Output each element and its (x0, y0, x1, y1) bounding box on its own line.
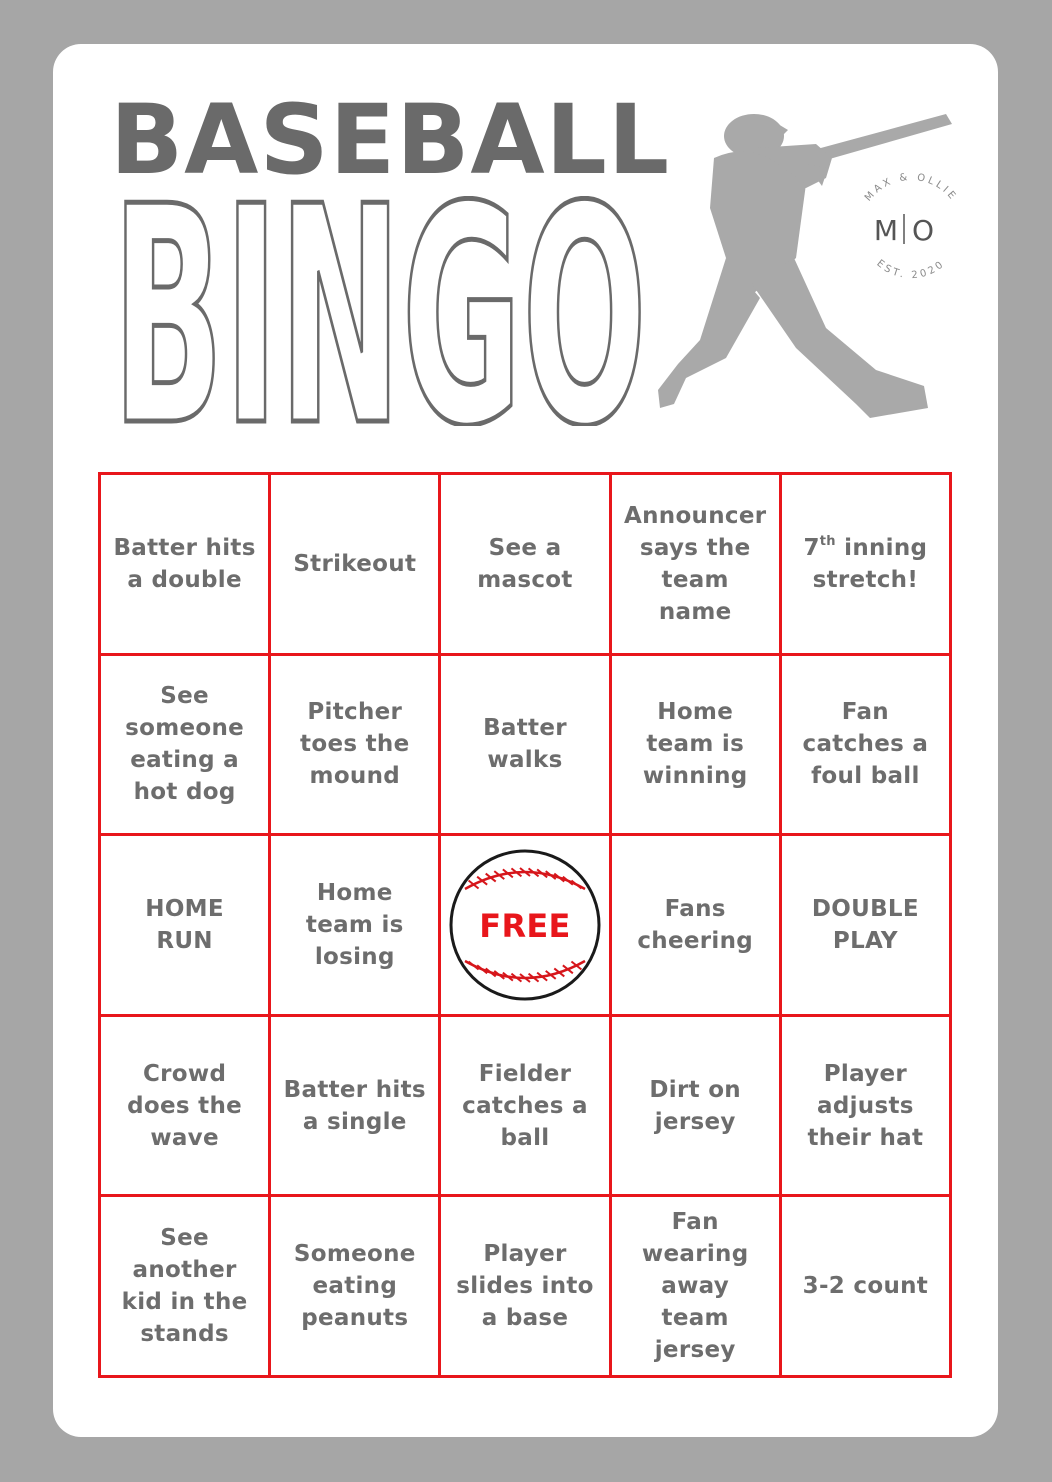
bingo-grid (98, 472, 952, 1378)
logo-monogram-o: O (911, 214, 935, 247)
bingo-square-label: Fan catches a foul ball (802, 699, 929, 790)
bingo-square[interactable] (612, 836, 779, 1014)
bingo-square[interactable] (612, 656, 779, 834)
bingo-square-label: DOUBLE PLAY (811, 895, 919, 954)
bingo-square[interactable] (782, 656, 949, 834)
bingo-square[interactable] (612, 475, 779, 653)
baseball-icon (445, 845, 605, 1005)
bingo-square-label: Announcer says the team name (624, 502, 767, 625)
bingo-square-label: Fan wearing away team jersey (641, 1209, 749, 1364)
bingo-square[interactable] (612, 1197, 779, 1375)
bingo-square[interactable] (782, 1197, 949, 1375)
title-bingo (112, 196, 652, 426)
bingo-square[interactable] (441, 1197, 608, 1375)
bingo-square[interactable] (271, 475, 438, 653)
bingo-square[interactable] (441, 656, 608, 834)
bingo-square-label: Batter hits a single (283, 1076, 426, 1135)
bingo-square-label: Player slides into a base (456, 1241, 594, 1332)
bingo-square[interactable] (441, 1017, 608, 1195)
bingo-square-label: See another kid in the stands (121, 1225, 248, 1348)
bingo-square[interactable] (782, 1017, 949, 1195)
svg-text:MAX & OLLIE (863, 172, 959, 204)
bingo-square[interactable] (101, 1197, 268, 1375)
title-baseball: BASEBALL (110, 84, 670, 196)
seventh-inning-text: 7th inning stretch! (803, 533, 928, 593)
free-square[interactable] (441, 836, 608, 1014)
bingo-square-label: 3-2 count (802, 1273, 929, 1300)
bingo-square-label: Someone eating peanuts (293, 1241, 416, 1332)
bingo-square-label: HOME RUN (145, 895, 224, 954)
bingo-square[interactable] (271, 1197, 438, 1375)
bingo-square-label: See a mascot (477, 534, 573, 593)
bingo-square-label: Fielder catches a ball (462, 1060, 588, 1151)
title-bingo-text: BINGO (112, 196, 647, 426)
bingo-square-label: Crowd does the wave (127, 1060, 243, 1151)
bingo-square[interactable] (612, 1017, 779, 1195)
bingo-square[interactable] (271, 656, 438, 834)
bingo-square-label: Player adjusts their hat (807, 1060, 924, 1151)
logo-bottom-text: EST. 2020 (874, 258, 948, 282)
bingo-square-label: See someone eating a hot dog (125, 683, 245, 806)
bingo-square[interactable] (101, 475, 268, 653)
max-and-ollie-logo (848, 168, 974, 294)
bingo-square-label: Pitcher toes the mound (300, 699, 410, 790)
bingo-square-label: Dirt on jersey (649, 1076, 741, 1135)
free-label: FREE (479, 906, 571, 945)
bingo-square[interactable] (271, 836, 438, 1014)
bingo-square-label: Batter walks (483, 715, 567, 774)
bingo-square-label: Strikeout (293, 550, 417, 577)
bingo-square-label: Home team is losing (305, 879, 404, 970)
logo-top-text: MAX & OLLIE (862, 171, 960, 204)
bingo-square[interactable] (101, 1017, 268, 1195)
bingo-square[interactable] (441, 475, 608, 653)
svg-text:EST. 2020 (874, 258, 947, 281)
logo-monogram-m: M (873, 214, 899, 247)
bingo-square-label: Home team is winning (642, 699, 748, 790)
bingo-square-label: Batter hits a double (113, 534, 256, 593)
bingo-square-seventh-inning[interactable] (782, 475, 949, 653)
bingo-square[interactable] (271, 1017, 438, 1195)
bingo-square[interactable] (101, 656, 268, 834)
bingo-square[interactable] (782, 836, 949, 1014)
bingo-square-label: Fans cheering (637, 895, 754, 954)
bingo-square[interactable] (101, 836, 268, 1014)
